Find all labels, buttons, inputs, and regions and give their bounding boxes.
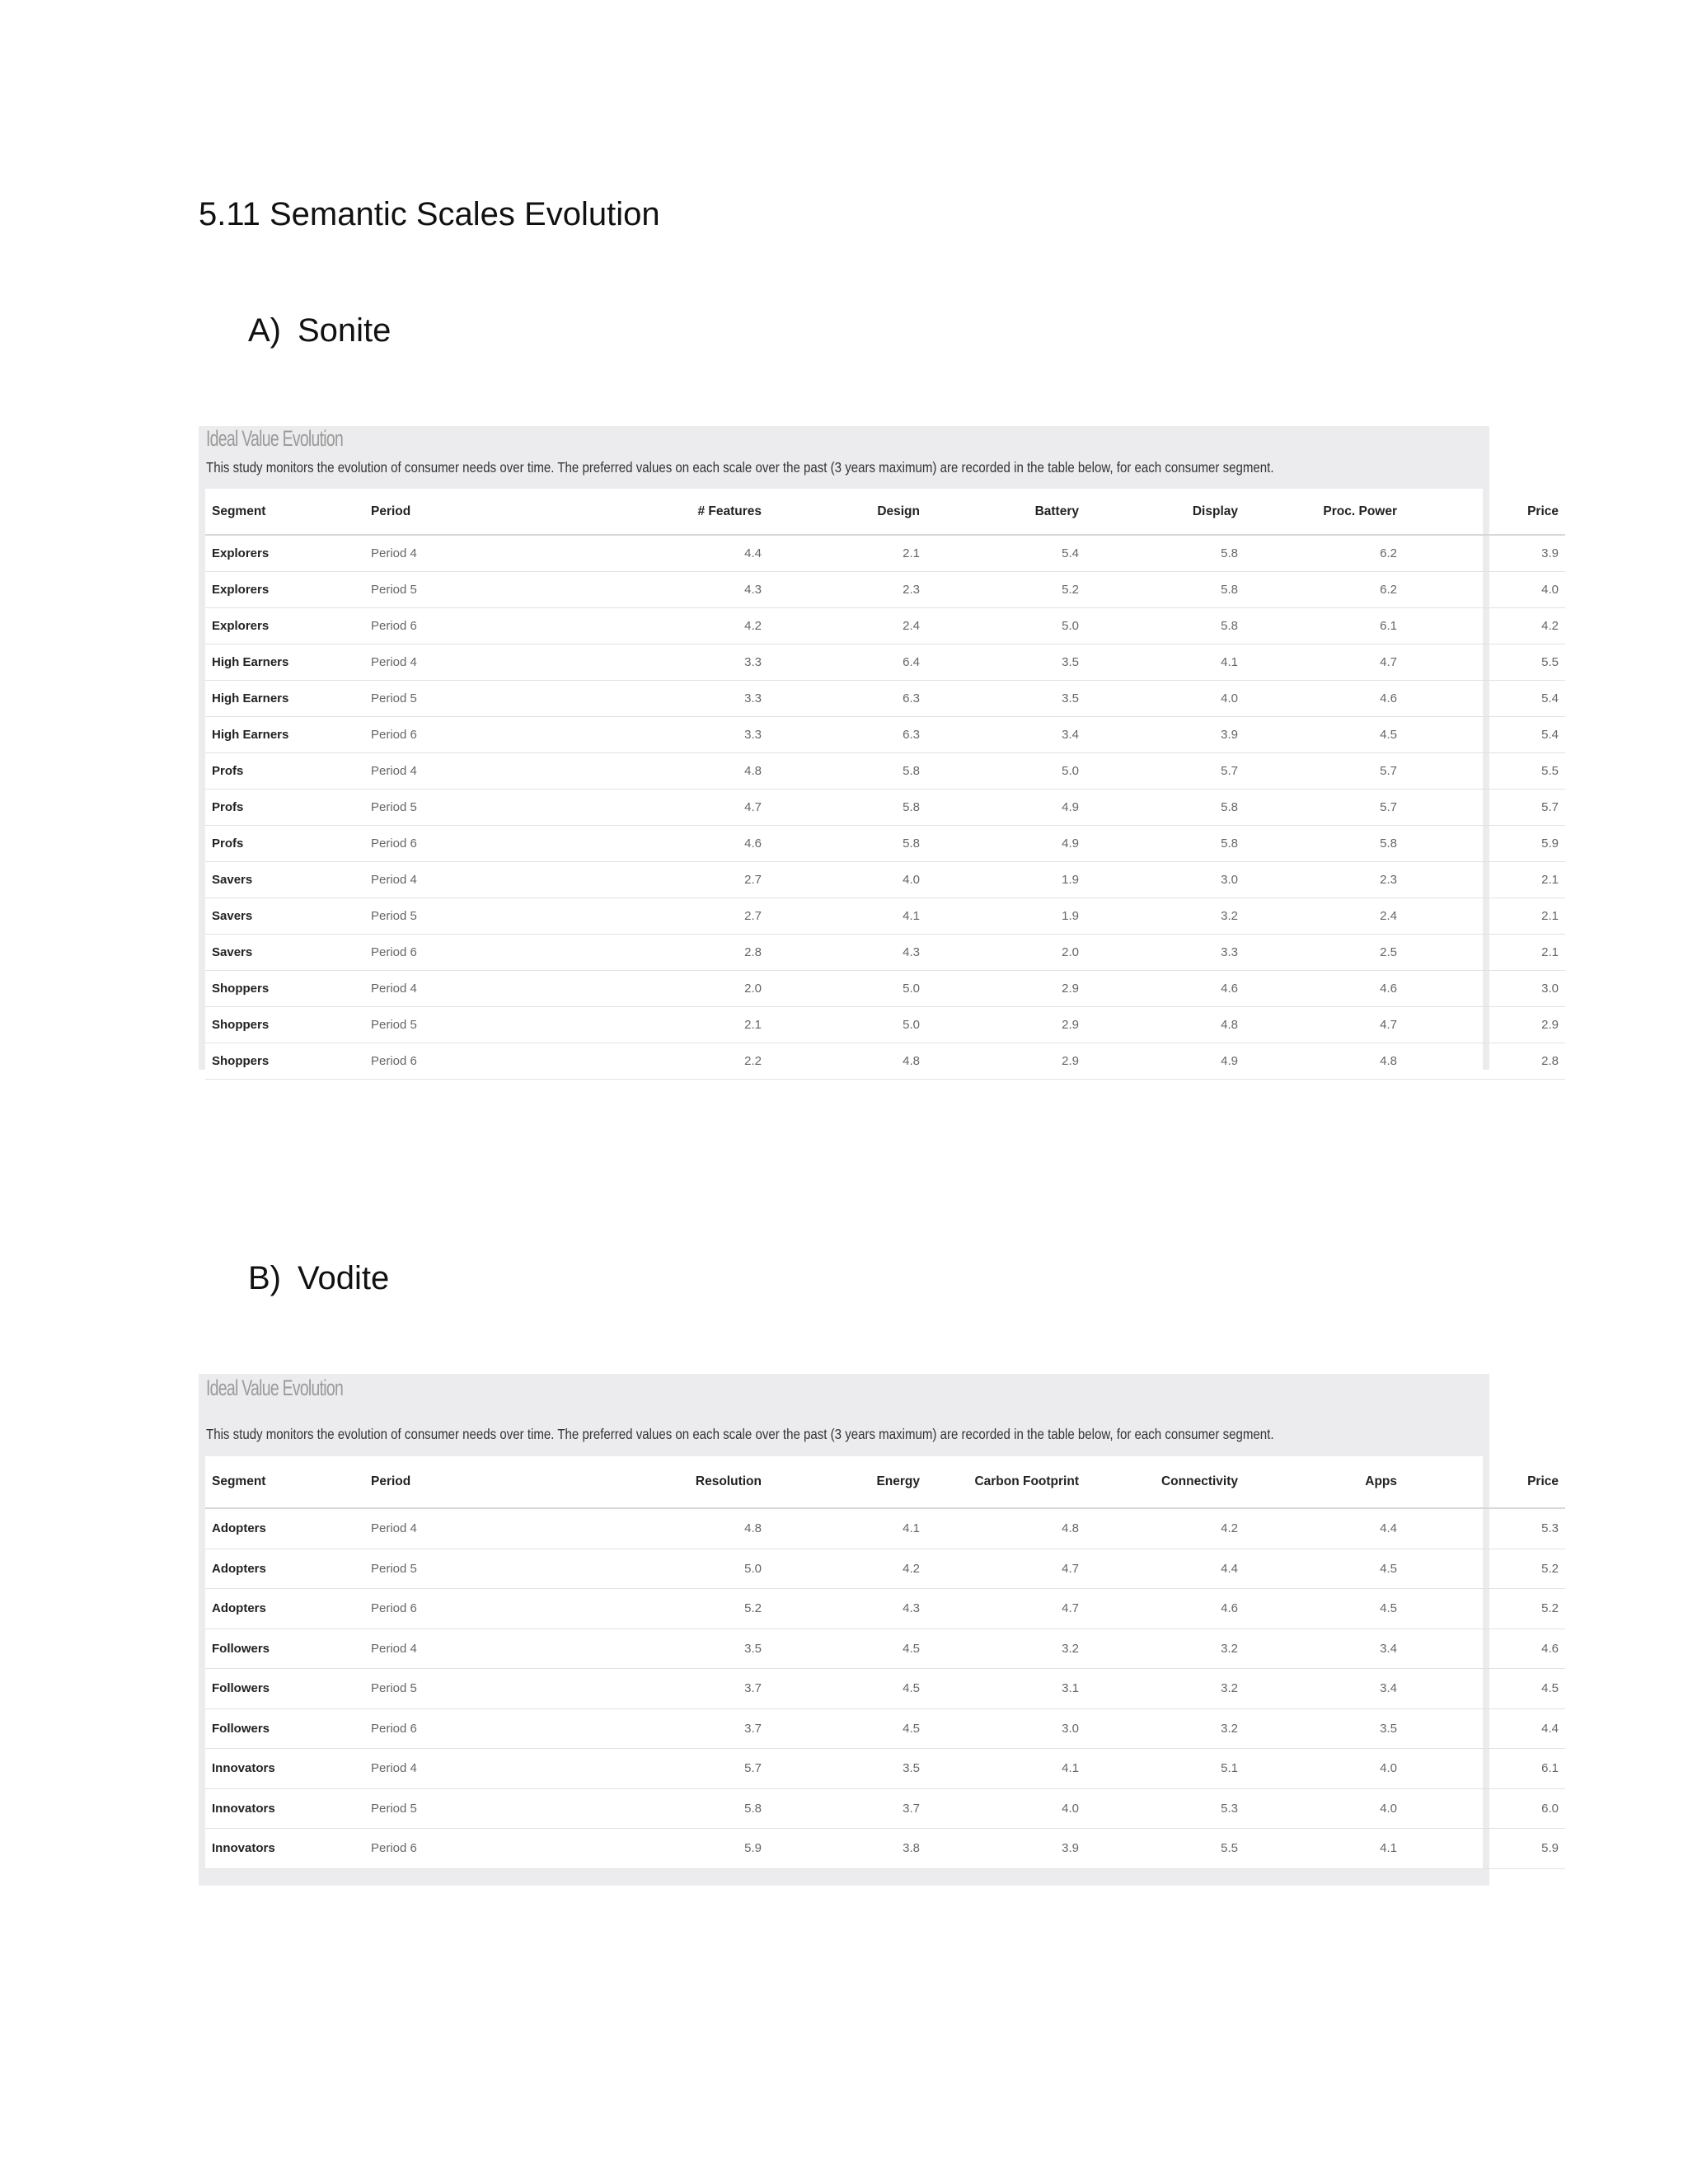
segment-cell: High Earners <box>205 644 364 681</box>
value-cell: 4.9 <box>926 790 1085 826</box>
value-cell: 4.5 <box>768 1708 926 1749</box>
value-cell: 5.0 <box>768 971 926 1007</box>
value-cell: 3.4 <box>926 717 1085 753</box>
value-cell: 5.8 <box>1085 608 1245 644</box>
value-cell: 3.3 <box>480 717 768 753</box>
value-cell: 4.5 <box>768 1669 926 1709</box>
panel-title: Ideal Value Evolution <box>206 1376 344 1400</box>
value-cell: 5.9 <box>1404 826 1565 862</box>
value-cell: 4.8 <box>768 1043 926 1080</box>
column-header: Period <box>364 489 480 535</box>
segment-cell: Innovators <box>205 1749 364 1789</box>
value-cell: 4.8 <box>480 753 768 790</box>
segment-cell: Profs <box>205 790 364 826</box>
value-cell: 3.0 <box>1085 862 1245 898</box>
segment-cell: Explorers <box>205 535 364 572</box>
table-header-row <box>205 489 1565 535</box>
value-cell: 5.5 <box>1085 1829 1245 1869</box>
value-cell: 5.9 <box>480 1829 768 1869</box>
value-cell: 6.3 <box>768 717 926 753</box>
column-header: Segment <box>205 1456 364 1508</box>
table-row <box>205 1007 1565 1043</box>
column-header: Connectivity <box>1085 1456 1245 1508</box>
value-cell: 3.4 <box>1245 1669 1404 1709</box>
value-cell: 3.9 <box>926 1829 1085 1869</box>
column-header: Design <box>768 489 926 535</box>
value-cell: 4.6 <box>1404 1629 1565 1669</box>
value-cell: 3.9 <box>1085 717 1245 753</box>
column-header: Period <box>364 1456 480 1508</box>
value-cell: 5.8 <box>1085 572 1245 608</box>
value-cell: 4.6 <box>1085 971 1245 1007</box>
value-cell: 4.0 <box>926 1788 1085 1829</box>
period-cell: Period 6 <box>364 717 480 753</box>
value-cell: 4.6 <box>1245 971 1404 1007</box>
value-cell: 4.7 <box>926 1589 1085 1629</box>
value-cell: 3.0 <box>926 1708 1085 1749</box>
value-cell: 2.9 <box>1404 1007 1565 1043</box>
period-cell: Period 4 <box>364 753 480 790</box>
segment-cell: Savers <box>205 898 364 935</box>
value-cell: 2.8 <box>1404 1043 1565 1080</box>
segment-cell: Profs <box>205 826 364 862</box>
value-cell: 5.0 <box>480 1549 768 1589</box>
value-cell: 3.5 <box>926 644 1085 681</box>
value-cell: 5.8 <box>768 753 926 790</box>
value-cell: 4.3 <box>768 935 926 971</box>
table-row <box>205 753 1565 790</box>
value-cell: 4.8 <box>926 1508 1085 1549</box>
value-cell: 3.7 <box>480 1669 768 1709</box>
period-cell: Period 6 <box>364 608 480 644</box>
subsection-letter: A) <box>248 312 281 349</box>
value-cell: 4.3 <box>480 572 768 608</box>
period-cell: Period 4 <box>364 971 480 1007</box>
table-row <box>205 862 1565 898</box>
value-cell: 6.1 <box>1404 1749 1565 1789</box>
value-cell: 5.4 <box>1404 717 1565 753</box>
value-cell: 5.4 <box>926 535 1085 572</box>
table-header-row <box>205 1456 1565 1508</box>
value-cell: 2.0 <box>480 971 768 1007</box>
value-cell: 4.4 <box>1404 1708 1565 1749</box>
value-cell: 5.4 <box>1404 681 1565 717</box>
value-cell: 2.2 <box>480 1043 768 1080</box>
segment-cell: Followers <box>205 1708 364 1749</box>
value-cell: 2.1 <box>480 1007 768 1043</box>
value-cell: 4.0 <box>1245 1788 1404 1829</box>
segment-cell: Savers <box>205 862 364 898</box>
value-cell: 4.4 <box>480 535 768 572</box>
period-cell: Period 4 <box>364 1629 480 1669</box>
value-cell: 3.5 <box>926 681 1085 717</box>
value-cell: 2.1 <box>768 535 926 572</box>
value-cell: 5.0 <box>926 608 1085 644</box>
value-cell: 4.7 <box>926 1549 1085 1589</box>
value-cell: 4.0 <box>1085 681 1245 717</box>
subsection-letter: B) <box>248 1260 281 1296</box>
table-row <box>205 681 1565 717</box>
value-cell: 3.5 <box>1245 1708 1404 1749</box>
table-row <box>205 644 1565 681</box>
value-cell: 2.1 <box>1404 862 1565 898</box>
table-row <box>205 1629 1565 1669</box>
value-cell: 6.0 <box>1404 1788 1565 1829</box>
value-cell: 5.7 <box>480 1749 768 1789</box>
segment-cell: Adopters <box>205 1549 364 1589</box>
value-cell: 2.7 <box>480 898 768 935</box>
column-header: Carbon Footprint <box>926 1456 1085 1508</box>
value-cell: 5.2 <box>1404 1549 1565 1589</box>
value-cell: 5.8 <box>1085 790 1245 826</box>
value-cell: 5.7 <box>1085 753 1245 790</box>
value-cell: 4.1 <box>768 898 926 935</box>
value-cell: 3.7 <box>768 1788 926 1829</box>
period-cell: Period 4 <box>364 862 480 898</box>
panel-description: This study monitors the evolution of consumer needs over time. The preferred values on each scale over the past (3 years maximum) are recorded in the table below, for each consumer segment. <box>206 459 1274 476</box>
period-cell: Period 6 <box>364 935 480 971</box>
value-cell: 4.1 <box>1245 1829 1404 1869</box>
value-cell: 5.0 <box>768 1007 926 1043</box>
segment-cell: Innovators <box>205 1829 364 1869</box>
value-cell: 4.5 <box>1245 717 1404 753</box>
period-cell: Period 4 <box>364 644 480 681</box>
value-cell: 4.4 <box>1245 1508 1404 1549</box>
value-cell: 4.5 <box>1245 1549 1404 1589</box>
value-cell: 5.3 <box>1404 1508 1565 1549</box>
column-header: Proc. Power <box>1245 489 1404 535</box>
period-cell: Period 5 <box>364 1007 480 1043</box>
value-cell: 3.3 <box>480 644 768 681</box>
table-row <box>205 826 1565 862</box>
subsection-heading-sonite <box>248 312 391 349</box>
segment-cell: Adopters <box>205 1589 364 1629</box>
period-cell: Period 5 <box>364 1788 480 1829</box>
value-cell: 3.4 <box>1245 1629 1404 1669</box>
value-cell: 5.8 <box>768 826 926 862</box>
table-row <box>205 1043 1565 1080</box>
value-cell: 5.7 <box>1245 790 1404 826</box>
table-row <box>205 535 1565 572</box>
subsection-heading-vodite <box>248 1260 389 1297</box>
panel-title: Ideal Value Evolution <box>206 426 344 451</box>
value-cell: 4.2 <box>1085 1508 1245 1549</box>
value-cell: 4.2 <box>1404 608 1565 644</box>
table-row <box>205 1788 1565 1829</box>
value-cell: 4.9 <box>1085 1043 1245 1080</box>
value-cell: 4.9 <box>926 826 1085 862</box>
segment-cell: High Earners <box>205 717 364 753</box>
value-cell: 5.8 <box>1245 826 1404 862</box>
value-cell: 5.5 <box>1404 753 1565 790</box>
value-cell: 2.3 <box>1245 862 1404 898</box>
value-cell: 4.8 <box>1085 1007 1245 1043</box>
column-header: Battery <box>926 489 1085 535</box>
period-cell: Period 4 <box>364 1749 480 1789</box>
value-cell: 1.9 <box>926 898 1085 935</box>
value-cell: 4.7 <box>1245 644 1404 681</box>
table-row <box>205 1549 1565 1589</box>
value-cell: 2.1 <box>1404 935 1565 971</box>
table-row <box>205 608 1565 644</box>
value-cell: 4.6 <box>1245 681 1404 717</box>
value-cell: 4.6 <box>1085 1589 1245 1629</box>
value-cell: 4.7 <box>1245 1007 1404 1043</box>
table-row <box>205 1829 1565 1869</box>
value-cell: 5.1 <box>1085 1749 1245 1789</box>
segment-cell: Explorers <box>205 608 364 644</box>
value-cell: 6.2 <box>1245 535 1404 572</box>
ideal-value-panel-sonite <box>199 426 1559 1070</box>
value-cell: 3.3 <box>480 681 768 717</box>
column-header: Display <box>1085 489 1245 535</box>
period-cell: Period 5 <box>364 1669 480 1709</box>
period-cell: Period 6 <box>364 1589 480 1629</box>
value-cell: 4.5 <box>1404 1669 1565 1709</box>
period-cell: Period 6 <box>364 1043 480 1080</box>
value-cell: 2.7 <box>480 862 768 898</box>
value-cell: 2.0 <box>926 935 1085 971</box>
segment-cell: Followers <box>205 1669 364 1709</box>
value-cell: 3.0 <box>1404 971 1565 1007</box>
value-cell: 3.5 <box>480 1629 768 1669</box>
value-cell: 4.1 <box>1085 644 1245 681</box>
value-cell: 5.2 <box>480 1589 768 1629</box>
segment-cell: Shoppers <box>205 1043 364 1080</box>
value-cell: 4.1 <box>926 1749 1085 1789</box>
table-row <box>205 1589 1565 1629</box>
value-cell: 3.8 <box>768 1829 926 1869</box>
value-cell: 4.1 <box>768 1508 926 1549</box>
value-cell: 2.4 <box>1245 898 1404 935</box>
value-cell: 2.5 <box>1245 935 1404 971</box>
segment-cell: Followers <box>205 1629 364 1669</box>
column-header: Segment <box>205 489 364 535</box>
value-cell: 6.3 <box>768 681 926 717</box>
value-cell: 4.7 <box>480 790 768 826</box>
ideal-value-table-sonite <box>205 489 1565 1080</box>
column-header: # Features <box>480 489 768 535</box>
value-cell: 4.0 <box>1404 572 1565 608</box>
table-row <box>205 935 1565 971</box>
table-row <box>205 572 1565 608</box>
value-cell: 5.5 <box>1404 644 1565 681</box>
segment-cell: Adopters <box>205 1508 364 1549</box>
segment-cell: Profs <box>205 753 364 790</box>
table-container <box>205 1456 1559 1869</box>
value-cell: 5.9 <box>1404 1829 1565 1869</box>
value-cell: 4.4 <box>1085 1549 1245 1589</box>
value-cell: 4.5 <box>768 1629 926 1669</box>
value-cell: 4.2 <box>480 608 768 644</box>
value-cell: 5.2 <box>926 572 1085 608</box>
column-header: Energy <box>768 1456 926 1508</box>
subsection-name: Sonite <box>298 312 392 349</box>
period-cell: Period 6 <box>364 1829 480 1869</box>
table-row <box>205 790 1565 826</box>
value-cell: 5.8 <box>1085 535 1245 572</box>
value-cell: 5.0 <box>926 753 1085 790</box>
table-row <box>205 1708 1565 1749</box>
segment-cell: Savers <box>205 935 364 971</box>
period-cell: Period 6 <box>364 1708 480 1749</box>
column-header: Price <box>1404 1456 1565 1508</box>
column-header: Apps <box>1245 1456 1404 1508</box>
period-cell: Period 5 <box>364 681 480 717</box>
column-header: Resolution <box>480 1456 768 1508</box>
value-cell: 2.8 <box>480 935 768 971</box>
period-cell: Period 5 <box>364 790 480 826</box>
value-cell: 4.3 <box>768 1589 926 1629</box>
value-cell: 4.6 <box>480 826 768 862</box>
table-row <box>205 1669 1565 1709</box>
value-cell: 2.3 <box>768 572 926 608</box>
period-cell: Period 5 <box>364 572 480 608</box>
segment-cell: Shoppers <box>205 1007 364 1043</box>
value-cell: 3.1 <box>926 1669 1085 1709</box>
period-cell: Period 5 <box>364 898 480 935</box>
value-cell: 5.7 <box>1404 790 1565 826</box>
value-cell: 3.2 <box>1085 1669 1245 1709</box>
value-cell: 3.2 <box>1085 1708 1245 1749</box>
segment-cell: Innovators <box>205 1788 364 1829</box>
value-cell: 4.8 <box>1245 1043 1404 1080</box>
value-cell: 4.0 <box>768 862 926 898</box>
value-cell: 3.2 <box>926 1629 1085 1669</box>
segment-cell: High Earners <box>205 681 364 717</box>
value-cell: 6.2 <box>1245 572 1404 608</box>
panel-description: This study monitors the evolution of consumer needs over time. The preferred values on each scale over the past (3 years maximum) are recorded in the table below, for each consumer segment. <box>206 1426 1274 1442</box>
table-row <box>205 1508 1565 1549</box>
value-cell: 3.2 <box>1085 898 1245 935</box>
value-cell: 5.8 <box>768 790 926 826</box>
ideal-value-panel-vodite <box>199 1374 1559 1886</box>
table-row <box>205 971 1565 1007</box>
value-cell: 5.8 <box>1085 826 1245 862</box>
table-row <box>205 717 1565 753</box>
value-cell: 3.2 <box>1085 1629 1245 1669</box>
value-cell: 3.3 <box>1085 935 1245 971</box>
value-cell: 3.5 <box>768 1749 926 1789</box>
value-cell: 3.9 <box>1404 535 1565 572</box>
segment-cell: Explorers <box>205 572 364 608</box>
value-cell: 4.5 <box>1245 1589 1404 1629</box>
value-cell: 2.9 <box>926 1007 1085 1043</box>
period-cell: Period 5 <box>364 1549 480 1589</box>
value-cell: 1.9 <box>926 862 1085 898</box>
ideal-value-table-vodite <box>205 1456 1565 1869</box>
value-cell: 6.4 <box>768 644 926 681</box>
table-row <box>205 1749 1565 1789</box>
value-cell: 2.9 <box>926 1043 1085 1080</box>
value-cell: 6.1 <box>1245 608 1404 644</box>
subsection-name: Vodite <box>298 1260 390 1296</box>
column-header: Price <box>1404 489 1565 535</box>
segment-cell: Shoppers <box>205 971 364 1007</box>
period-cell: Period 4 <box>364 1508 480 1549</box>
section-title: 5.11 Semantic Scales Evolution <box>199 196 660 232</box>
value-cell: 5.2 <box>1404 1589 1565 1629</box>
table-row <box>205 898 1565 935</box>
value-cell: 2.4 <box>768 608 926 644</box>
value-cell: 4.0 <box>1245 1749 1404 1789</box>
value-cell: 5.3 <box>1085 1788 1245 1829</box>
value-cell: 2.1 <box>1404 898 1565 935</box>
period-cell: Period 6 <box>364 826 480 862</box>
value-cell: 4.8 <box>480 1508 768 1549</box>
value-cell: 3.7 <box>480 1708 768 1749</box>
period-cell: Period 4 <box>364 535 480 572</box>
value-cell: 4.2 <box>768 1549 926 1589</box>
table-container <box>205 489 1559 1080</box>
value-cell: 5.7 <box>1245 753 1404 790</box>
value-cell: 2.9 <box>926 971 1085 1007</box>
value-cell: 5.8 <box>480 1788 768 1829</box>
